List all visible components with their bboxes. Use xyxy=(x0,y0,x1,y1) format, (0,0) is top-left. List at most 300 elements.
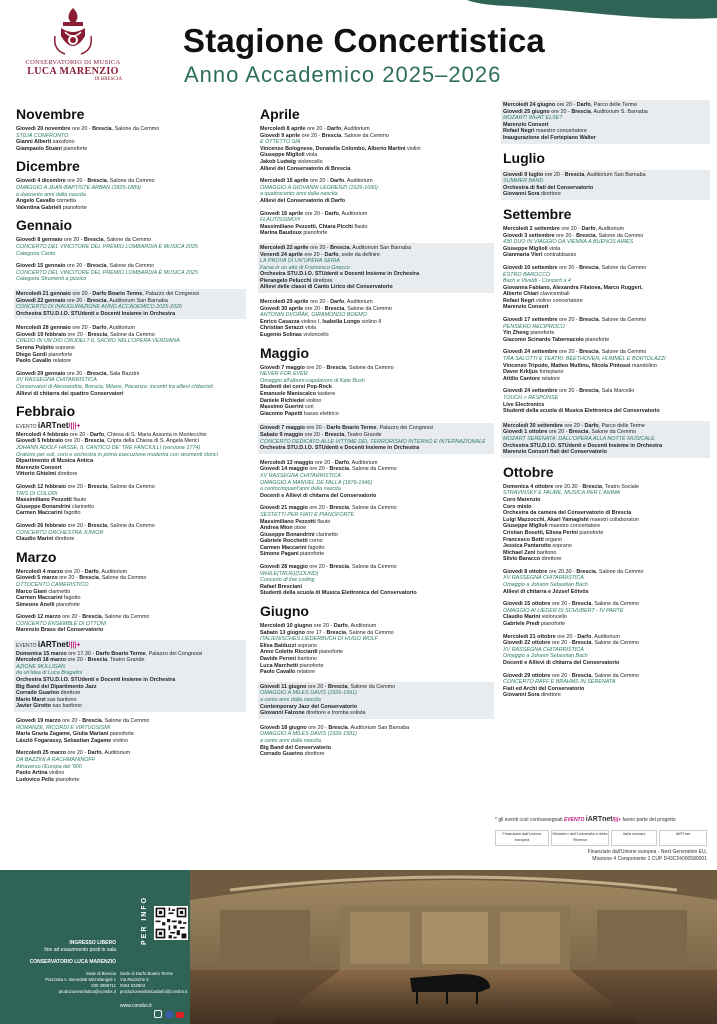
performer-name: Diego Gordi xyxy=(16,351,47,358)
concert-event xyxy=(503,349,708,382)
footnote-evento: EVENTO xyxy=(563,817,585,823)
event-title: SESTETTI PER FIATI E PIANOFORTE xyxy=(260,511,355,518)
event-title: a centocinquant'anni dalla nascita xyxy=(260,486,341,493)
performer-name: Mario Marzi xyxy=(16,696,46,703)
event-title: OMAGGIO A MILES DAVIS (1926-1991) xyxy=(260,731,357,738)
performer-name: Simeone Anelli xyxy=(16,601,55,608)
performer-role: organo xyxy=(543,536,563,543)
performer-line xyxy=(260,745,492,752)
month-heading: Ottobre xyxy=(503,463,554,480)
performer-line xyxy=(503,285,708,292)
performer-name: Francesco Botti xyxy=(503,536,544,543)
performer-line xyxy=(260,538,492,545)
event-time: ore 20 - xyxy=(557,317,580,324)
performer-role: direttore xyxy=(53,536,75,543)
event-date-line xyxy=(503,102,708,109)
performer-line xyxy=(260,532,492,539)
month-heading: Aprile xyxy=(260,106,300,122)
concert-event xyxy=(503,317,708,343)
event-day: Giovedì 24 settembre xyxy=(503,349,558,356)
event-date-line xyxy=(503,265,708,272)
performer-name: Fiati ed Archi del Conservatorio xyxy=(503,685,585,692)
event-city: Darfo xyxy=(92,325,107,332)
event-city: Brescia xyxy=(579,264,599,271)
month-heading: Marzo xyxy=(16,548,57,565)
event-city: Brescia xyxy=(82,718,102,724)
event-city: Brescia xyxy=(576,568,596,575)
concert-event xyxy=(260,365,492,418)
performer-role: direttore e tromba solista xyxy=(304,710,366,717)
event-date-line xyxy=(16,575,244,582)
event-time: ore 20 - xyxy=(308,244,331,251)
performer-name: Jakob Ludwig xyxy=(260,158,296,165)
event-day: Giovedì 15 ottobre xyxy=(503,601,551,608)
performer-name: Orchestra da camera del Conservatorio di Brescia xyxy=(503,510,632,517)
event-venue: , Sala Bazzini xyxy=(106,370,140,377)
performer-name: Elisa Balduzzi xyxy=(260,642,296,649)
performer-name: Docenti e Allievi di chitarra del Conservatorio xyxy=(260,492,377,499)
performer-name: Gianmaria Vieri xyxy=(503,252,543,259)
event-day: Venerdì 24 aprile xyxy=(260,251,303,258)
performer-role: direttore xyxy=(56,471,78,478)
event-venue: , Auditorium San Barnaba xyxy=(349,244,412,251)
event-title: Omaggio a Johann Sebastian Bach xyxy=(503,582,588,589)
event-venue: , sede da definire xyxy=(338,251,380,258)
performer-name: Angelo Cavallo xyxy=(16,198,55,205)
performer-line xyxy=(503,530,708,537)
email-darfo-link[interactable]: produzioneartisticadarfo@consbs.it xyxy=(120,989,188,994)
event-title: OMAGGIO A MILES DAVIS (1926-1991) xyxy=(260,690,357,697)
performer-role: maestro concertatore xyxy=(534,128,587,135)
month-heading: Luglio xyxy=(503,149,545,166)
performer-line xyxy=(16,146,244,153)
event-city: Brescia xyxy=(87,331,108,338)
concert-event xyxy=(258,243,494,293)
performer-name: Luca Marchetti xyxy=(260,662,299,669)
column-3 xyxy=(503,100,708,705)
performer-line xyxy=(503,449,708,456)
event-venue: , Salone da Cemmo xyxy=(106,178,155,185)
event-title: STRAVINSKY E FAURÉ, MUSICA PER L'ANIMA xyxy=(503,490,621,497)
mur-logo: Ministero dell'Università e della Ricerca xyxy=(551,830,609,846)
header xyxy=(0,0,717,98)
event-date-line xyxy=(16,484,244,491)
event-title: CONCERTO DEL VINCITORE DEL PREMIO LOMBARDIA È MUSICA 2025 xyxy=(16,243,198,250)
performer-line xyxy=(503,692,708,699)
event-date-line xyxy=(16,237,244,244)
event-venue: , Salone da Cemmo xyxy=(107,483,155,490)
event-city: Brescia xyxy=(329,564,349,571)
event-venue: , Auditorium xyxy=(347,623,377,630)
performer-role: pianoforte xyxy=(301,230,328,237)
event-venue: , Palazzo dei Congressi xyxy=(142,290,199,297)
event-title: OMAGGIO A MANUEL DE FALLA (1876-1946) xyxy=(260,479,373,486)
performer-name: Corrado Guarino xyxy=(16,690,60,697)
concert-event xyxy=(503,601,708,627)
event-city: Darfo xyxy=(330,299,345,306)
event-city: Darfo xyxy=(324,251,339,258)
performer-role: baritono xyxy=(295,656,317,662)
performer-name: Davor Krkljus xyxy=(503,369,539,376)
event-venue: , Teatro Grande xyxy=(107,657,145,664)
performer-line xyxy=(260,332,492,339)
event-title: FLAUTISSIMO!!! xyxy=(260,217,301,224)
performer-line xyxy=(260,656,492,663)
event-title: SUMMER BAND xyxy=(503,178,544,185)
event-city: Brescia xyxy=(87,522,108,529)
performer-role: direttore xyxy=(303,751,325,758)
event-title: CREDO IN UN DIO CRUDEL? IL SACRO NELL'OPERA VERDIANA xyxy=(16,338,180,345)
event-title: Oratorio per soli, coro e orchestra in prima esecuzione moderna con strumenti storici xyxy=(16,451,218,458)
performer-line xyxy=(503,408,708,415)
performer-name: Carmen Maccarini xyxy=(16,510,63,517)
performer-name: Jessica Pantarotto xyxy=(503,543,551,550)
event-time: ore 20 - xyxy=(308,178,331,185)
event-venue: , Chiesa di S. Maria Assunta in Montecchio xyxy=(104,431,207,438)
funding-logos xyxy=(495,830,710,846)
concert-event xyxy=(503,265,708,311)
event-time: ore 20 - xyxy=(557,388,580,395)
event-title: OMAGGIO AI LIEDER DI SCHUBERT - IV PARTE xyxy=(503,607,624,614)
evento-tag xyxy=(16,423,244,431)
event-venue: , Salone da Cemmo xyxy=(349,564,397,571)
event-title: ROMANZE, RICORDI E VIRTUOSISMI xyxy=(16,724,111,731)
performer-name: Refael Negri xyxy=(503,297,535,304)
event-day: Giovedì 1 ottobre xyxy=(503,429,548,436)
event-time: ore 20 - xyxy=(550,601,572,608)
performer-role: pianoforte xyxy=(577,529,604,536)
event-title: Farsa in un atto di Francesco Gnecco xyxy=(260,264,350,271)
event-title: Concerto di live coding xyxy=(260,577,315,584)
event-day: Giovedì 21 maggio xyxy=(260,505,308,512)
event-venue: , Salone da Cemmo xyxy=(595,568,644,575)
event-city: Brescia xyxy=(579,349,599,356)
performer-line xyxy=(503,537,708,544)
performer-name: Coro misto xyxy=(503,503,532,510)
performer-line xyxy=(16,589,244,596)
performer-name: Attilio Cantore xyxy=(503,375,541,382)
concert-event xyxy=(14,289,246,319)
event-city: Brescia xyxy=(579,388,599,395)
event-city: Darfo Boario Terme xyxy=(92,290,143,297)
event-venue: , Salone da Cemmo xyxy=(101,718,150,724)
performer-name: Giuseppe Miglioli xyxy=(260,152,305,159)
event-time: ore 20 - xyxy=(307,505,330,512)
performer-name: Giovanni Sora xyxy=(503,692,540,699)
event-venue: , Salone da Cemmo xyxy=(101,614,150,621)
event-city: Darfo Boario Terme xyxy=(95,650,146,657)
event-date-line xyxy=(16,651,244,658)
performer-line xyxy=(503,660,708,667)
performer-name: Andrea Mion xyxy=(260,525,293,532)
concert-event xyxy=(16,718,244,744)
email-brescia-link[interactable]: produzioneartistica@consbs.it xyxy=(58,989,116,994)
performer-name: Big Band del Dipartimento Jazz xyxy=(16,683,97,690)
youtube-icon[interactable] xyxy=(176,1012,184,1018)
concert-event xyxy=(501,170,710,200)
event-city: Brescia xyxy=(571,601,592,608)
performer-role: pianoforte xyxy=(108,731,134,738)
event-time: ore 20 - xyxy=(308,299,331,306)
column-2 xyxy=(260,100,492,764)
performer-line xyxy=(503,363,708,370)
performer-line xyxy=(503,128,708,135)
evento-label: EVENTO xyxy=(16,643,37,650)
performer-line xyxy=(16,497,244,504)
event-day: Giovedì 22 gennaio xyxy=(16,297,66,304)
event-date-line xyxy=(503,317,708,324)
event-date-line xyxy=(16,750,244,757)
performer-line xyxy=(260,704,492,711)
event-day: Giovedì 12 marzo xyxy=(16,614,61,621)
event-date-line xyxy=(260,684,492,691)
event-time: ore 20.30 - xyxy=(547,568,577,575)
event-city: Darfo xyxy=(84,568,99,575)
event-city: Brescia xyxy=(568,429,589,436)
performer-name: Isabella Longo xyxy=(322,318,361,325)
performer-line xyxy=(503,337,708,344)
performer-role: soprano xyxy=(53,345,75,352)
event-city: Brescia xyxy=(82,614,102,621)
event-title: ESTRO BAROCCO xyxy=(503,271,551,278)
performer-name: Dipartimento di Musica Antica xyxy=(16,458,94,465)
event-venue: , Salone da Cemmo xyxy=(347,683,396,690)
event-day: Mercoledì 15 aprile xyxy=(260,178,309,185)
event-venue: , Auditorium xyxy=(348,459,378,466)
event-time: ore 20 - xyxy=(304,364,327,371)
event-city: Brescia xyxy=(329,505,349,512)
iartnet-label: iARTnet xyxy=(37,640,69,650)
performer-name: Giampaolo Stuani xyxy=(16,145,62,152)
performer-role: cori xyxy=(303,404,314,411)
event-venue: , Auditorium San Barnaba xyxy=(347,724,410,731)
event-city: Brescia xyxy=(326,629,346,636)
performer-role: direttore xyxy=(59,690,81,697)
event-time: ore 20 - xyxy=(303,305,325,312)
event-time: ore 20 - xyxy=(60,614,83,621)
event-venue: , Salone da Cemmo xyxy=(98,575,147,582)
performer-name: Silvio Baracco xyxy=(503,556,541,563)
event-day: Giovedì 11 giugno xyxy=(260,683,307,690)
performer-name: Christian Serazzi xyxy=(260,325,304,332)
performer-role: oboe xyxy=(292,525,307,532)
event-date-line xyxy=(503,349,708,356)
event-day: Mercoledì 21 gennaio xyxy=(16,290,71,297)
concert-event xyxy=(503,388,708,414)
event-date-line xyxy=(16,178,244,185)
event-date-line xyxy=(16,718,244,725)
event-title: JOHANN ADOLF HASSE, IL CANTICO DE' TRE FANCIULLI (versione 1774) xyxy=(16,445,201,451)
event-time: ore 20 - xyxy=(63,438,85,445)
event-time: ore 20 - xyxy=(554,232,577,239)
event-time: ore 20 - xyxy=(305,126,328,132)
logo-line1: CONSERVATORIO DI MUSICA xyxy=(25,59,121,66)
performer-line xyxy=(16,627,244,634)
performer-name: Vincenzo Tripodo, Matteo Multinu, Nicola Pintossi xyxy=(503,362,631,369)
conservatorio-logo xyxy=(18,6,128,98)
performer-name: Rafael Bresciani xyxy=(260,583,302,590)
event-time: ore 20 - xyxy=(63,568,85,575)
performer-role: saxofono xyxy=(51,139,75,146)
performer-line xyxy=(503,122,708,129)
performer-role: clarinetto xyxy=(46,588,71,595)
performer-line xyxy=(260,398,492,405)
performer-name: Daniele Richiedei xyxy=(260,397,305,404)
event-day: Giovedì 17 settembre xyxy=(503,317,558,324)
event-venue: , Salone da Cemmo xyxy=(103,237,152,244)
event-time: ore 20 - xyxy=(562,422,585,429)
event-date-line xyxy=(260,425,492,432)
event-date-line xyxy=(503,569,708,576)
event-city: Brescia xyxy=(326,364,346,371)
performer-name: László Fogarassy, Sebastian Zagame xyxy=(16,737,112,744)
performer-role: relatore xyxy=(295,669,316,676)
performer-role: pianoforte xyxy=(317,649,343,656)
event-date-line xyxy=(16,438,244,445)
event-venue: , Auditorium xyxy=(595,225,625,232)
performer-role: violini xyxy=(405,145,421,152)
performer-role: violino xyxy=(111,737,128,744)
event-title: E OTTETTO SIA xyxy=(260,139,301,146)
performer-name: Paolo Cavallo xyxy=(16,358,52,365)
event-time: ore 20 - xyxy=(65,370,88,377)
performer-name: Enrico Casazza xyxy=(260,318,300,325)
performer-name: Orchestra STU.D.I.O. STUdenti e Docenti Insieme in Orchestra xyxy=(503,442,663,449)
event-venue: , Salone da Cemmo xyxy=(598,317,647,324)
concert-event xyxy=(16,484,244,517)
performer-line xyxy=(16,471,244,478)
qr-code-icon[interactable] xyxy=(154,906,188,940)
event-time: ore 20 - xyxy=(306,724,329,731)
performer-line xyxy=(260,319,492,326)
footnote-suffix: fanno parte del progetto xyxy=(622,817,676,823)
event-title: Attraverso l'Europa del '900 xyxy=(16,763,82,770)
performer-role: fagotto xyxy=(62,510,81,517)
page-subtitle: Anno Accademico 2025–2026 xyxy=(184,62,502,87)
event-date-line xyxy=(503,634,708,641)
performer-role: maestro concertatore xyxy=(547,523,601,530)
event-city: Darfo xyxy=(333,623,348,630)
performer-line xyxy=(260,159,492,166)
performer-role: pianoforte xyxy=(298,662,324,669)
event-city: Darfo xyxy=(581,225,596,232)
event-date-line xyxy=(503,429,708,436)
event-day: Giovedì 8 gennaio xyxy=(16,237,63,244)
event-title: da un'idea di Luca Bragalini xyxy=(16,670,83,677)
concert-event xyxy=(16,263,244,283)
event-day: Mercoledì 29 aprile xyxy=(260,299,309,306)
concert-event xyxy=(16,325,244,365)
event-time: ore 20 - xyxy=(66,522,88,529)
performer-line xyxy=(16,731,244,738)
event-date-line xyxy=(503,226,708,233)
performer-line xyxy=(16,358,244,365)
event-title: CONCERTO ORCHESTRA JUNIOR xyxy=(16,529,104,536)
event-date-line xyxy=(260,299,492,306)
event-day: Mercoledì 13 maggio xyxy=(260,459,314,466)
event-date-line xyxy=(16,325,244,332)
performer-line xyxy=(260,519,492,526)
event-city: Darfo xyxy=(330,178,345,185)
event-venue: , Salone da Cemmo xyxy=(595,232,644,239)
event-title: NEVER FOR EVER xyxy=(260,371,308,378)
event-title: MOZART SERENATA: DALL'OPERA ALLA NOTTE MUSICALE xyxy=(503,435,655,442)
event-venue: , Salone da Cemmo xyxy=(107,331,155,338)
event-time: ore 20 - xyxy=(303,210,325,217)
column-1 xyxy=(16,100,244,789)
event-venue: , Auditorium San Barnaba xyxy=(584,171,646,178)
event-day: Domenica 4 ottobre xyxy=(503,483,554,490)
event-title: OMAGGIO A JEAN-BAPTISTE ARBAN (1825-1889) xyxy=(16,184,141,191)
footnote-art: iARTnet xyxy=(585,816,613,823)
event-date-line xyxy=(16,298,244,305)
event-venue: , Salone da Cemmo xyxy=(349,505,397,512)
event-day: Mercoledì 22 aprile xyxy=(260,244,309,251)
performer-name: Paolo Artina xyxy=(16,770,48,777)
event-title: Omaggio all'album-capolavoro di Kate Bush xyxy=(260,377,365,384)
event-date-line xyxy=(260,564,492,571)
event-day: Giovedì 30 aprile xyxy=(260,305,304,312)
event-city: Darfo xyxy=(90,431,105,438)
event-time: ore 20 - xyxy=(66,331,88,338)
performer-role: pianoforte xyxy=(54,776,80,783)
event-date-line xyxy=(16,523,244,530)
event-title: XV RASSEGNA CHITARRISTICA xyxy=(260,472,341,479)
website-link[interactable]: www.consbs.it xyxy=(120,1003,152,1009)
performer-name: Emanuele Maniscalco xyxy=(260,391,317,397)
event-title: TRIS DI COLORI xyxy=(16,490,58,497)
event-day: Mercoledì 28 gennaio xyxy=(16,325,71,332)
performer-line xyxy=(16,697,244,704)
event-title: AZIONE MULLIGAN xyxy=(16,663,66,670)
performer-role: violino I, xyxy=(299,318,323,325)
performer-role: pianoforte xyxy=(61,145,88,152)
concert-event xyxy=(16,178,244,211)
performer-name: Orchestra di fiati del Conservatorio xyxy=(503,184,594,191)
month-heading: Settembre xyxy=(503,205,572,222)
event-day: Giovedì 20 novembre xyxy=(16,126,71,132)
event-day: Giovedì 15 gennaio xyxy=(16,263,66,270)
event-time: ore 20 - xyxy=(300,132,322,139)
performer-line xyxy=(16,311,244,318)
performer-name: Live Electronics xyxy=(503,401,545,408)
performer-name: Studenti della scuola di Musica Elettronica del Conservatorio xyxy=(260,590,417,597)
instagram-icon[interactable] xyxy=(154,1010,162,1018)
performer-role: relatore xyxy=(51,358,72,365)
concert-event xyxy=(503,226,708,259)
performer-name: Allievi di chitarra e József Eötvös xyxy=(503,588,589,595)
performer-line xyxy=(503,402,708,409)
event-title: CONCERTO DEDICATO ALLE VITTIME DEL TERRORISMO INTERNO E INTERNAZIONALE xyxy=(260,438,486,445)
event-city: Darfo Boario Terme xyxy=(326,425,377,432)
ingresso-sub: fino ad esaurimento posti in sala xyxy=(44,947,116,953)
performer-line xyxy=(260,525,492,532)
performer-role: sax baritono xyxy=(45,696,77,703)
event-time: ore 20 - xyxy=(557,264,580,271)
performer-line xyxy=(260,584,492,591)
event-day: Giovedì 10 settembre xyxy=(503,264,558,271)
event-title: Omaggio a Johann Sebastian Bach xyxy=(503,653,588,660)
ingresso-libero xyxy=(6,940,116,954)
event-time: ore 17 - xyxy=(304,629,327,636)
performer-name: Marenzio Consort xyxy=(503,304,549,311)
event-title: 430 DUO IN VIAGGIO DA VIENNA A BUENOS AIRES xyxy=(503,239,634,246)
facebook-icon[interactable] xyxy=(166,1011,173,1018)
event-time: ore 20 - xyxy=(66,750,88,757)
performer-name: Giacomo Scinardo Tabernacolo xyxy=(503,336,584,343)
performer-line xyxy=(503,246,708,253)
event-date-line xyxy=(16,126,244,133)
